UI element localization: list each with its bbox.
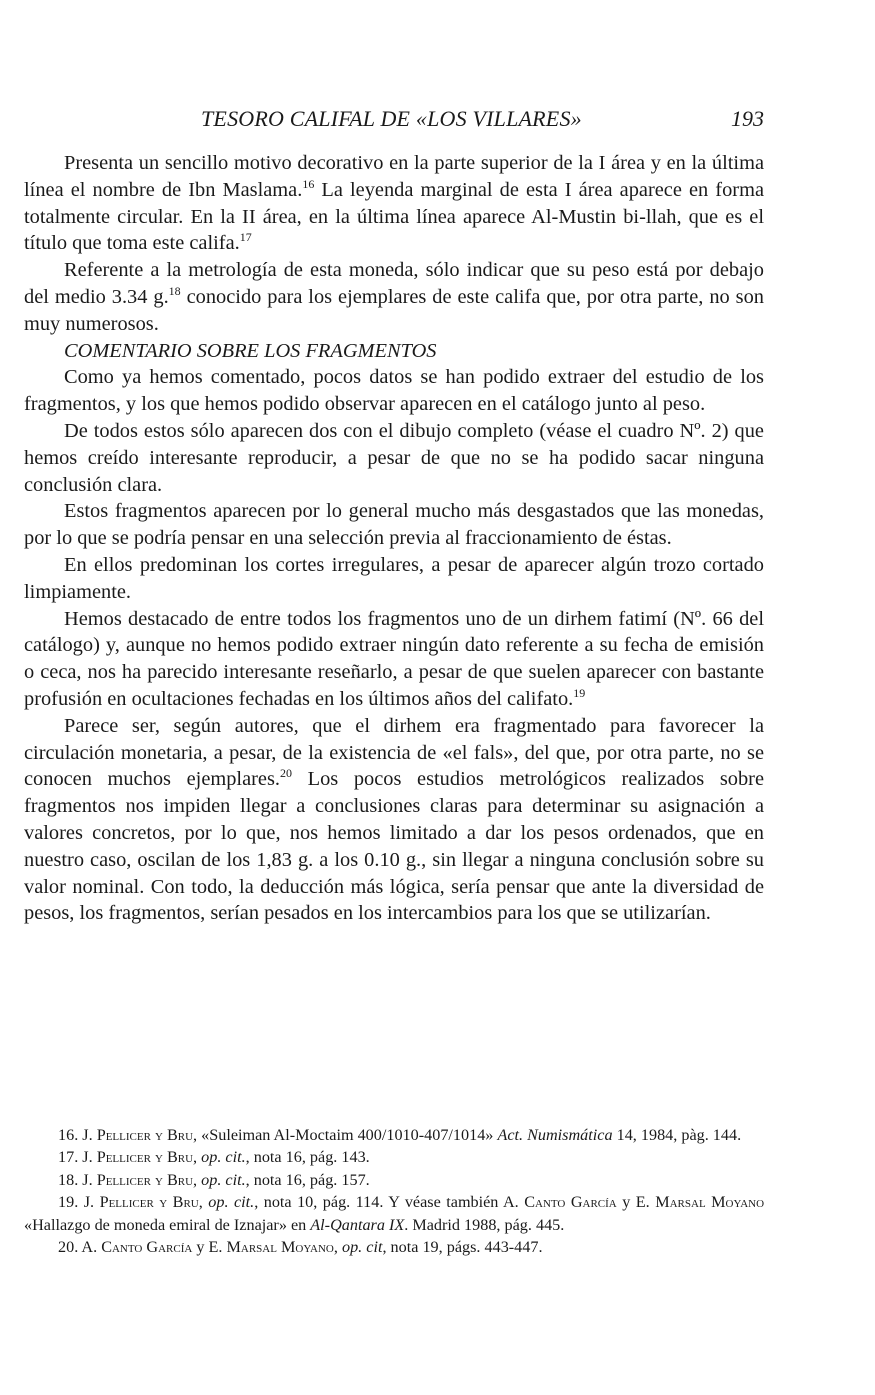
separator: , xyxy=(333,1238,342,1257)
paragraph-7 xyxy=(24,606,764,713)
footnote-text: «Hallazgo de moneda emiral de Iznajar» en xyxy=(24,1215,311,1234)
op-cit: op. cit. xyxy=(201,1170,246,1189)
author-initial: J. xyxy=(82,1170,93,1189)
paragraph-3: Como ya hemos comentado, pocos datos se han podido extraer del estudio de los fragmentos, y los que hemos podido observar aparecen en el catálogo junto al peso. xyxy=(24,366,764,416)
author-name: Pellicer y Bru xyxy=(96,1126,194,1144)
footnote-17 xyxy=(24,1146,764,1168)
footnote-ref-18: 18 xyxy=(168,283,181,298)
footnote-text: y E. xyxy=(616,1193,656,1212)
author-initial: J. xyxy=(83,1193,95,1212)
source-title: Al-Qantara IX xyxy=(310,1215,405,1234)
footnote-20 xyxy=(24,1236,764,1258)
footnote-ref-19: 19 xyxy=(573,685,586,700)
footnote-text: , nota 10, pág. 114. Y véase también A. xyxy=(254,1193,525,1212)
footnote-ref-20: 20 xyxy=(280,766,293,781)
footnote-18 xyxy=(24,1169,764,1191)
paragraph-8 xyxy=(24,713,764,927)
paragraph-text: Los pocos estudios metrológicos realizados sobre fragmentos nos impiden llegar a conclusiones claras para determinar su asignación a valores concretos, por lo que, nos hemos limitado a dar los pesos ordenados, que en nuestro caso, oscilan de los 1,83 g. a los 0.10 g., sin llegar a ninguna conclusión sobre su valor nominal. Con todo, la deducción más lógica, sería pensar que ante la diversidad de pesos, los fragmentos, serían pesados en los intercambios para los que se utilizarían. xyxy=(24,768,764,925)
paragraph-text: conocido para los ejemplares de este califa que, por otra parte, no son muy numerosos. xyxy=(24,285,764,335)
paragraph-4: De todos estos sólo aparecen dos con el dibujo completo (véase el cuadro Nº. 2) que hemos creído interesante reproducir, a pesar de que no se ha podido sacar ninguna conclusión clara. xyxy=(24,419,764,496)
footnote-number: 16. xyxy=(58,1126,79,1144)
footnote-16 xyxy=(24,1124,764,1146)
separator: , xyxy=(193,1170,202,1189)
footnote-number: 19. xyxy=(58,1193,79,1212)
op-cit: op. cit. xyxy=(208,1193,255,1212)
section-heading: COMENTARIO SOBRE LOS FRAGMENTOS xyxy=(64,339,437,362)
footnotes xyxy=(24,1124,764,1258)
paragraph-6: En ellos predominan los cortes irregulares, a pesar de aparecer algún trozo cortado limpiamente. xyxy=(24,553,764,603)
op-cit: op. cit. xyxy=(201,1148,246,1167)
footnote-text: y E. xyxy=(192,1238,227,1257)
separator: , xyxy=(198,1193,209,1212)
op-cit: op. cit xyxy=(341,1238,383,1257)
footnote-ref-16: 16 xyxy=(302,176,315,191)
running-title: TESORO CALIFAL DE «LOS VILLARES» xyxy=(201,106,582,131)
paragraph-text: Parece ser, según autores, que el dirhem era fragmentado para favorecer la circulación monetaria, a pesar, de la existencia de «el fals», del que, por otra parte, no se conocen muchos ejemplares. xyxy=(24,714,764,791)
footnote-text: . Madrid 1988, pág. 445. xyxy=(404,1215,565,1234)
running-header xyxy=(24,106,764,136)
author-initial: A. xyxy=(81,1238,98,1257)
paragraph-2 xyxy=(24,257,764,337)
paragraph-5: Estos fragmentos aparecen por lo general mucho más desgastados que las monedas, por lo que se podría pensar en una selección previa al fraccionamiento de éstas. xyxy=(24,500,764,550)
footnote-ref-17: 17 xyxy=(239,230,252,245)
author-initial: J. xyxy=(82,1126,93,1144)
footnote-text: 14, 1984, pàg. 144. xyxy=(612,1126,742,1144)
paragraph-text: Presenta un sencillo motivo decorativo en la parte superior de la I área y en la última línea el nombre de Ibn Maslama. xyxy=(24,152,764,201)
paragraph-text: Referente a la metrología de esta moneda, sólo indicar que su peso está por debajo del medio 3.34 g. xyxy=(24,259,764,308)
footnote-number: 17. xyxy=(58,1148,79,1167)
author-initial: J. xyxy=(82,1148,93,1167)
paragraph-text: La leyenda marginal de esta I área aparece en forma totalmente circular. En la II área, en la última línea aparece Al-Mustin bi-llah, que es el título que toma este califa. xyxy=(24,178,764,255)
page-number: 193 xyxy=(731,106,764,131)
footnote-19 xyxy=(24,1191,764,1236)
author-name: Marsal Moyano xyxy=(226,1238,334,1257)
author-name: Pellicer y Bru xyxy=(96,1148,194,1167)
footnote-number: 18. xyxy=(58,1170,79,1189)
author-name: Marsal Moyano xyxy=(655,1193,765,1212)
footnote-text: , nota 19, págs. 443-447. xyxy=(382,1238,543,1257)
footnote-text: , nota 16, pág. 143. xyxy=(245,1148,370,1167)
body-text xyxy=(24,150,764,927)
author-name: Pellicer y Bru xyxy=(96,1170,194,1189)
paragraph-text: Hemos destacado de entre todos los fragmentos uno de un dirhem fatimí (Nº. 66 del catálogo) y, aunque no hemos podido extraer ningún dato referente a su fecha de emisión o ceca, nos ha parecido interesante reseñarlo, a pesar de que suelen aparecer con bastante profusión en ocultaciones fechadas en los últimos años del califato. xyxy=(24,607,764,710)
footnote-text: , «Suleiman Al-Moctaim 400/1010-407/1014» xyxy=(193,1126,498,1144)
author-name: Canto García xyxy=(524,1193,617,1212)
author-name: Pellicer y Bru xyxy=(99,1193,199,1212)
separator: , xyxy=(193,1148,202,1167)
source-title: Act. Numismática xyxy=(497,1126,613,1144)
paragraph-1 xyxy=(24,150,764,257)
footnote-number: 20. xyxy=(58,1238,79,1257)
footnote-text: , nota 16, pág. 157. xyxy=(245,1170,370,1189)
author-name: Canto García xyxy=(101,1238,193,1257)
